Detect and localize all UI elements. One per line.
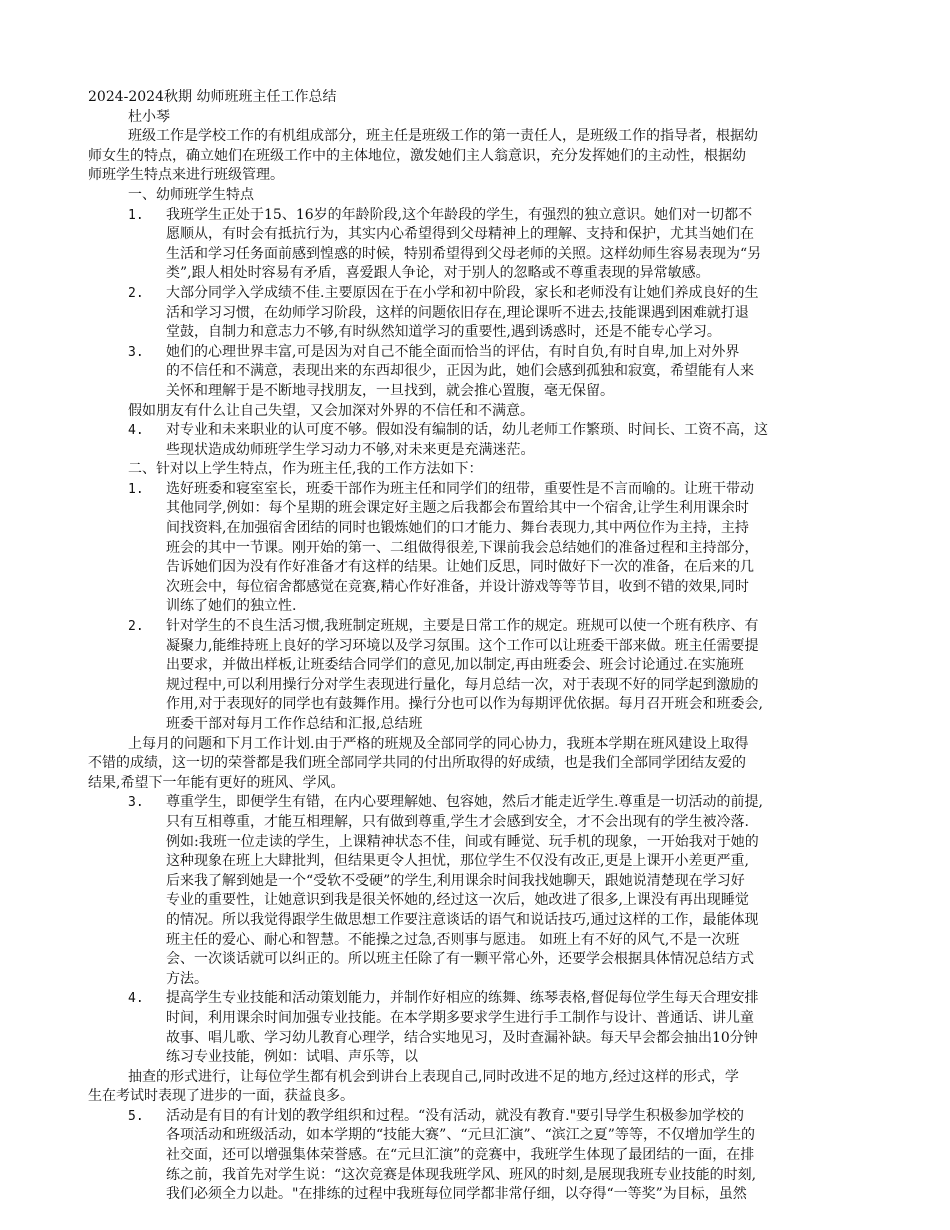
paragraph-line: 抽查的形式进行，让每位学生都有机会到讲台上表现自己,同时改进不足的地方,经过这样的形式，学 [128, 1068, 739, 1085]
item-line: 练之前，我首先对学生说：“这次竞赛是体现我班学风、班风的时刻,是展现我班专业技能的时刻, [166, 1166, 757, 1183]
item-line: 这种现象在班上大肆批判，但结果更令人担忧，那位学生不仅没有改正,更是上课开小差更严重, [166, 853, 749, 870]
item-line: 次班会中，每位宿舍都感觉在竞赛,精心作好准备，并设计游戏等等节目，收到不错的效果,同时 [166, 578, 749, 595]
item-line: 出要求，并做出样板,让班委结合同学们的意见,加以制定,再由班委会、班会讨论通过.在实施班 [166, 657, 744, 674]
item-line: 大部分同学入学成绩不佳.主要原因在于在小学和初中阶段，家长和老师没有让她们养成良好的生 [166, 284, 759, 301]
item-line: 类”,跟人相处时容易有矛盾，喜爱跟人争论，对于别人的忽略或不尊重表现的异常敏感。 [166, 265, 710, 282]
item-line: 只有互相尊重，才能互相理解，只有做到尊重,学生才会感到安全，才不会出现有的学生被冷落. [166, 813, 749, 830]
list-number: 2. [128, 285, 144, 301]
item-line: 提高学生专业技能和活动策划能力，并制作好相应的练舞、练琴表格,督促每位学生每天合理安排 [166, 990, 759, 1007]
item-line: 练习专业技能，例如：试唱、声乐等，以 [166, 1049, 418, 1066]
s2-list-item-3 [88, 793, 868, 989]
author-name: 杜小琴 [128, 108, 170, 125]
s1-list-item-2 [88, 284, 868, 343]
s2-list-item-4 [88, 989, 868, 1067]
item-line: 凝聚力,能维持班上良好的学习环境以及学习氛围。这个工作可以让班委干部来做。班主任需要提 [166, 637, 759, 654]
item-line: 作用,对于表现好的同学也有鼓舞作用。操行分也可以作为每期评优依据。每月召开班会和班委会, [166, 696, 763, 713]
intro-line: 师女生的特点，确立她们在班级工作中的主体地位，激发她们主人翁意识，充分发挥她们的主动性，根据幼 [88, 147, 746, 164]
list-number: 1. [128, 207, 144, 223]
document-page [88, 88, 868, 1205]
section-2-heading: 二、针对以上学生特点，作为班主任,我的工作方法如下： [128, 461, 483, 478]
paragraph-line: 不错的成绩，这一切的荣誉都是我们班全部同学共同的付出所取得的好成绩，也是我们全部同学团结友爱的 [88, 755, 746, 772]
item-line: 尊重学生，即便学生有错，在内心要理解她、包容她，然后才能走近学生.尊重是一切活动的前提, [166, 794, 763, 811]
intro-line: 师班学生特点来进行班级管理。 [88, 167, 284, 184]
paragraph-line: 结果,希望下一年能有更好的班风、学风。 [88, 774, 345, 791]
s1-list-item-3 [88, 343, 868, 402]
item-line: 关怀和理解于是不断地寻找朋友，一旦找到，就会推心置腹，毫无保留。 [166, 382, 614, 399]
intro-paragraph [88, 127, 868, 186]
list-number: 3. [128, 344, 144, 360]
item-line: 社交面，还可以增强集体荣誉感。在“元旦汇演”的竞赛中，我班学生体现了最团结的一面，在排 [166, 1147, 755, 1164]
item-line: 活和学习习惯，在幼师学习阶段，这样的问题依旧存在,理论课听不进去,技能课遇到困难就打退 [166, 304, 749, 321]
item-line: 针对学生的不良生活习惯,我班制定班规，主要是日常工作的规定。班规可以使一个班有秩序、有 [166, 618, 759, 635]
list-number: 4. [128, 423, 144, 439]
list-number: 1. [128, 481, 144, 497]
s1-list-item-1 [88, 206, 868, 284]
list-number: 5. [128, 1108, 144, 1124]
item-line: 她们的心理世界丰富,可是因为对自己不能全面而恰当的评估，有时自负,有时自卑,加上对外界 [166, 343, 740, 360]
s2-list-item-2 [88, 617, 868, 735]
document-title: 2024-2024秋期 幼师班班主任工作总结 [88, 89, 337, 105]
item-line: 生活和学习任务面前感到惶惑的时候，特别希望得到父母老师的关照。这样幼师生容易表现为“另 [166, 245, 762, 262]
paragraph [88, 1068, 868, 1107]
item-line: 的不信任和不满意，表现出来的东西却很少，正因为此，她们会感到孤独和寂寞，希望能有人来 [166, 363, 754, 380]
item-line: 班会的其中一节课。刚开始的第一、二组做得很差,下课前我会总结她们的准备过程和主持部分， [166, 539, 759, 556]
item-line: 例如:我班一位走读的学生，上课精神状态不佳，间或有睡觉、玩手机的现象，一开始我对于她的 [166, 833, 759, 850]
item-line: 故事、唱儿歌、学习幼儿教育心理学，结合实地见习，及时查漏补缺。每天早会都会抽出10分钟 [166, 1029, 758, 1046]
item-line: 方法。 [166, 970, 208, 987]
list-number: 3. [128, 795, 144, 811]
item-line: 班主任的爱心、耐心和智慧。不能操之过急,否则事与愿违。 如班上有不好的风气,不是一次班 [166, 931, 740, 948]
section-1-heading: 一、幼师班学生特点 [128, 186, 254, 203]
s2-list-item-5 [88, 1107, 868, 1205]
item-line: 堂鼓，自制力和意志力不够,有时纵然知道学习的重要性,遇到诱惑时，还是不能专心学习。 [166, 324, 721, 341]
item-line: 活动是有目的有计划的教学组织和过程。“没有活动，就没有教育."要引导学生积极参加学校的 [166, 1107, 745, 1124]
item-line: 专业的重要性，让她意识到我是很关怀她的,经过这一次后，她改进了很多,上课没有再出现睡觉 [166, 892, 749, 909]
item-line: 各项活动和班级活动，如本学期的“技能大赛”、“元旦汇演”、“滨江之夏”等等，不仅增加学生的 [166, 1127, 755, 1144]
list-number: 4. [128, 991, 144, 1007]
list-number: 2. [128, 619, 144, 635]
item-line: 告诉她们因为没有作好准备才有这样的结果。让她们反思，同时做好下一次的准备，在后来的几 [166, 559, 754, 576]
paragraph-line: 上每月的问题和下月工作计划.由于严格的班规及全部同学的同心协力，我班本学期在班风建设上取得 [128, 735, 749, 752]
item-line: 规过程中,可以利用操行分对学生表现进行量化，每月总结一次，对于表现不好的同学起到激励的 [166, 676, 759, 693]
paragraph-line: 生在考试时表现了进步的一面，获益良多。 [88, 1088, 354, 1105]
item-line: 的情况。所以我觉得跟学生做思想工作要注意谈话的语气和说话技巧,通过这样的工作，最能体现 [166, 911, 759, 928]
item-line: 对专业和未来职业的认可度不够。假如没有编制的话，幼儿老师工作繁琐、时间长、工资不高，这 [166, 422, 768, 439]
item-line: 班委干部对每月工作作总结和汇报,总结班 [166, 716, 423, 732]
paragraph [88, 735, 868, 794]
item-line: 选好班委和寝室室长，班委干部作为班主任和同学们的纽带，重要性是不言而喻的。让班干带动 [166, 480, 754, 497]
item-line: 后来我了解到她是一个“受软不受硬”的学生,利用课余时间我找她聊天，跟她说清楚现在学习好 [166, 872, 745, 889]
intro-line: 班级工作是学校工作的有机组成部分，班主任是班级工作的第一责任人，是班级工作的指导者，根据幼 [128, 128, 758, 145]
item-line: 会、一次谈话就可以纠正的。所以班主任除了有一颗平常心外，还要学会根据具体情况总结方式 [166, 951, 754, 968]
item-line: 我们必须全力以赴。"在排练的过程中我班每位同学都非常仔细，以夺得“一等奖”为目标，虽然 [166, 1186, 747, 1203]
s2-list-item-1 [88, 480, 868, 617]
paragraph-line: 假如朋友有什么让自己失望，又会加深对外界的不信任和不满意。 [128, 402, 534, 419]
item-line: 我班学生正处于15、16岁的年龄阶段,这个年龄段的学生，有强烈的独立意识。她们对一切都不 [166, 206, 753, 223]
item-line: 其他同学,例如：每个星期的班会课定好主题之后我都会布置给其中一个宿舍,让学生利用课余时 [166, 500, 749, 517]
s1-list-item-4 [88, 421, 868, 460]
item-line: 时间，利用课余时间加强专业技能。在本学期多要求学生进行手工制作与设计、普通话、讲儿童 [166, 1009, 754, 1026]
item-line: 间找资料,在加强宿舍团结的同时也锻炼她们的口才能力、舞台表现力,其中两位作为主持，主持 [166, 520, 749, 537]
item-line: 些现状造成幼师班学生学习动力不够,对未来更是充满迷茫。 [166, 441, 535, 458]
item-line: 训练了她们的独立性. [166, 598, 297, 615]
item-line: 愿顺从，有时会有抵抗行为，其实内心希望得到父母精神上的理解、支持和保护，尤其当她们在 [166, 226, 754, 243]
